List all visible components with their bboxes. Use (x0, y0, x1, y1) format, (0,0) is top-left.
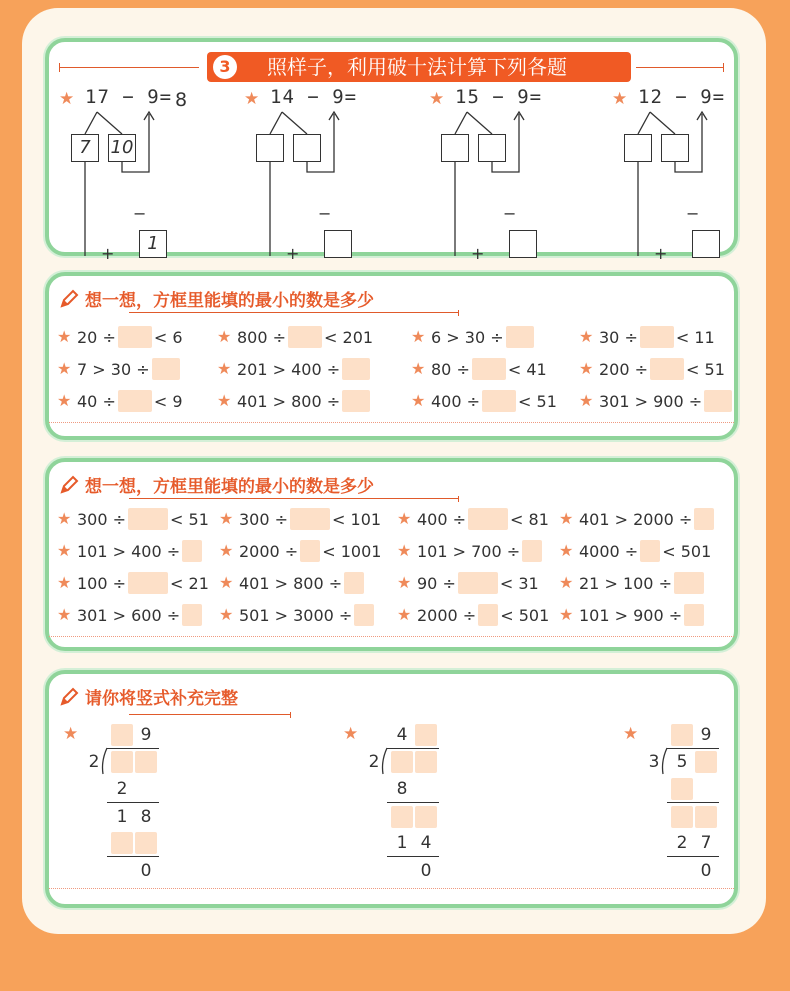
subtract-digit: 1 (396, 833, 408, 853)
star-icon: ★ (219, 508, 234, 528)
split-box-a[interactable] (624, 134, 652, 162)
pencil-icon (59, 687, 79, 707)
inequality-left: 800 ÷ (237, 327, 287, 347)
break-ten-problem (429, 86, 589, 263)
star-icon: ★ (219, 540, 234, 560)
section-title: 想一想，方框里能填的最小的数是多少 (85, 291, 374, 311)
star-icon: ★ (57, 358, 72, 378)
star-icon: ★ (63, 724, 79, 744)
inequality-item (411, 358, 547, 382)
long-division-problem (63, 724, 183, 894)
answer-box[interactable] (468, 508, 508, 530)
star-icon: ★ (217, 326, 232, 346)
quotient-digit: 9 (140, 725, 152, 745)
split-box-b[interactable] (293, 134, 321, 162)
inequality-right: < 11 (675, 327, 715, 347)
subtract-line (387, 802, 439, 803)
inequality-left: 201 > 400 ÷ (237, 359, 341, 379)
problem-expression: 14 − 9= (270, 86, 358, 108)
inequality-item (219, 508, 381, 532)
plus-sign: + (101, 244, 115, 263)
star-icon: ★ (57, 390, 72, 410)
result-box[interactable] (324, 230, 352, 258)
star-icon: ★ (397, 604, 412, 624)
dividend-digit[interactable] (391, 751, 413, 773)
inequality-left: 400 ÷ (431, 391, 481, 411)
subtract-digit[interactable] (135, 832, 157, 854)
remainder-digit[interactable] (391, 806, 413, 828)
subtract-digit[interactable] (671, 778, 693, 800)
star-icon: ★ (579, 358, 594, 378)
min-number-section-1 (45, 272, 738, 440)
section-title-banner (207, 52, 631, 82)
star-icon: ★ (623, 724, 639, 744)
header-underline (129, 312, 459, 313)
section-number: 3 (213, 55, 237, 79)
remainder-digit: 1 (116, 807, 128, 827)
answer-box[interactable] (458, 572, 498, 594)
star-icon: ★ (217, 390, 232, 410)
answer-box[interactable] (506, 326, 534, 348)
division-bar (107, 748, 159, 749)
division-bar (667, 748, 719, 749)
plus-sign: + (471, 244, 485, 263)
inequality-left: 400 ÷ (417, 509, 467, 529)
long-division-problem (623, 724, 743, 894)
inequality-right: < 81 (510, 509, 549, 529)
inequality-item (57, 508, 209, 532)
result-box[interactable]: 1 (139, 230, 167, 258)
inequality-item (579, 390, 734, 414)
answer-box[interactable] (478, 604, 498, 626)
answer-box[interactable] (640, 540, 660, 562)
minus-sign: − (686, 204, 700, 223)
inequality-left: 4000 ÷ (579, 541, 639, 561)
final-remainder: 0 (140, 861, 152, 881)
star-icon: ★ (343, 724, 359, 744)
inequality-right: < 201 (324, 327, 374, 347)
final-remainder: 0 (420, 861, 432, 881)
star-icon: ★ (59, 89, 75, 109)
inequality-right: < 51 (518, 391, 557, 411)
minus-sign: − (318, 204, 332, 223)
star-icon: ★ (57, 540, 72, 560)
inequality-item (217, 358, 372, 382)
remainder-digit[interactable] (415, 806, 437, 828)
inequality-right: < 51 (170, 509, 209, 529)
inequality-item (579, 326, 715, 350)
answer-box[interactable] (650, 358, 684, 380)
minus-sign: − (503, 204, 517, 223)
dividend-digit: 5 (676, 752, 688, 772)
split-box-b[interactable]: 10 (108, 134, 136, 162)
split-box-a[interactable] (256, 134, 284, 162)
quotient-digit[interactable] (671, 724, 693, 746)
answer-box[interactable] (118, 326, 152, 348)
dividend-digit[interactable] (695, 751, 717, 773)
inequality-left: 300 ÷ (77, 509, 127, 529)
inequality-item (397, 508, 549, 532)
inequality-left: 6 > 30 ÷ (431, 327, 504, 347)
divisor: 3 (648, 752, 660, 772)
result-box[interactable] (692, 230, 720, 258)
division-bar (387, 748, 439, 749)
inequality-left: 200 ÷ (599, 359, 649, 379)
answer-box[interactable] (640, 326, 674, 348)
inequality-right: < 501 (662, 541, 712, 561)
inequality-left: 300 ÷ (239, 509, 289, 529)
answer-box[interactable] (704, 390, 732, 412)
split-box-b[interactable] (478, 134, 506, 162)
inequality-right: < 9 (153, 391, 183, 411)
star-icon: ★ (57, 508, 72, 528)
inequality-item (559, 604, 706, 628)
subtract-line (667, 856, 719, 857)
inequality-right: < 31 (499, 573, 539, 593)
inequality-item (57, 358, 182, 382)
star-icon: ★ (57, 326, 72, 346)
answer-box[interactable] (182, 540, 202, 562)
star-icon: ★ (219, 572, 234, 592)
inequality-item (559, 572, 706, 596)
inequality-left: 21 > 100 ÷ (579, 573, 672, 593)
inequality-item (219, 540, 381, 564)
problem-expression: 17 − 9= (85, 86, 173, 108)
inequality-item (217, 326, 373, 350)
split-box-a[interactable]: 7 (71, 134, 99, 162)
dividend-digit[interactable] (111, 751, 133, 773)
star-icon: ★ (579, 390, 594, 410)
split-box-b[interactable] (661, 134, 689, 162)
star-icon: ★ (559, 572, 574, 592)
inequality-item (57, 604, 204, 628)
inequality-left: 401 > 2000 ÷ (579, 509, 693, 529)
inequality-left: 2000 ÷ (239, 541, 299, 561)
answer-box[interactable] (300, 540, 320, 562)
subtract-digit: 2 (676, 833, 688, 853)
section-header (59, 684, 238, 709)
inequality-item (559, 508, 716, 532)
break-ten-section (45, 38, 738, 263)
star-icon: ★ (57, 604, 72, 624)
inequality-right: < 6 (153, 327, 183, 347)
plus-sign: + (654, 244, 668, 263)
inequality-item (397, 572, 539, 596)
subtract-line (667, 802, 719, 803)
subtract-line (107, 802, 159, 803)
answer-box[interactable] (182, 604, 202, 626)
minus-sign: − (133, 204, 147, 223)
inequality-item (217, 390, 372, 414)
final-remainder: 0 (700, 861, 712, 881)
break-ten-problem (244, 86, 404, 263)
quotient-digit: 4 (396, 725, 408, 745)
inequality-left: 101 > 400 ÷ (77, 541, 181, 561)
star-icon: ★ (612, 89, 628, 109)
star-icon: ★ (244, 89, 260, 109)
star-icon: ★ (411, 358, 426, 378)
result-box[interactable] (509, 230, 537, 258)
problem-answer: 8 (175, 89, 188, 111)
quotient-digit[interactable] (415, 724, 437, 746)
inequality-right: < 41 (507, 359, 547, 379)
inequality-left: 90 ÷ (417, 573, 456, 593)
inequality-item (559, 540, 711, 564)
header-underline (129, 498, 459, 499)
inequality-left: 301 > 900 ÷ (599, 391, 703, 411)
quotient-digit: 9 (700, 725, 712, 745)
inequality-right: < 51 (686, 359, 725, 379)
inequality-item (411, 326, 536, 350)
inequality-right: < 101 (332, 509, 382, 529)
inequality-left: 2000 ÷ (417, 605, 477, 625)
inequality-item (219, 604, 376, 628)
dividend-digit[interactable] (135, 751, 157, 773)
answer-box[interactable] (684, 604, 704, 626)
header-rule-left (59, 67, 199, 68)
subtract-digit[interactable] (111, 832, 133, 854)
inequality-item (411, 390, 557, 414)
problem-expression: 12 − 9= (638, 86, 726, 108)
answer-box[interactable] (674, 572, 704, 594)
star-icon: ★ (217, 358, 232, 378)
inequality-item (579, 358, 725, 382)
star-icon: ★ (559, 540, 574, 560)
long-division-section (45, 670, 738, 908)
pencil-icon (59, 475, 79, 495)
inequality-left: 101 > 700 ÷ (417, 541, 521, 561)
star-icon: ★ (397, 572, 412, 592)
inequality-left: 101 > 900 ÷ (579, 605, 683, 625)
dotted-divider (49, 422, 734, 423)
answer-box[interactable] (472, 358, 506, 380)
inequality-right: < 21 (170, 573, 209, 593)
answer-box[interactable] (152, 358, 180, 380)
inequality-left: 7 > 30 ÷ (77, 359, 150, 379)
remainder-digit: 8 (140, 807, 152, 827)
inequality-left: 301 > 600 ÷ (77, 605, 181, 625)
section-title: 照样子，利用破十法计算下列各题 (267, 55, 567, 79)
answer-box[interactable] (354, 604, 374, 626)
inequality-item (57, 326, 183, 350)
break-ten-problem (59, 86, 219, 263)
section-title: 请你将竖式补充完整 (85, 689, 238, 709)
inequality-left: 401 > 800 ÷ (237, 391, 341, 411)
answer-box[interactable] (342, 358, 370, 380)
star-icon: ★ (397, 540, 412, 560)
answer-box[interactable] (288, 326, 322, 348)
answer-box[interactable] (522, 540, 542, 562)
answer-box[interactable] (128, 508, 168, 530)
header-underline (129, 714, 291, 715)
section-title: 想一想，方框里能填的最小的数是多少 (85, 477, 374, 497)
star-icon: ★ (559, 508, 574, 528)
inequality-left: 401 > 800 ÷ (239, 573, 343, 593)
dividend-digit[interactable] (415, 751, 437, 773)
subtract-line (107, 856, 159, 857)
inequality-left: 100 ÷ (77, 573, 127, 593)
inequality-left: 80 ÷ (431, 359, 470, 379)
inequality-left: 501 > 3000 ÷ (239, 605, 353, 625)
star-icon: ★ (429, 89, 445, 109)
answer-box[interactable] (694, 508, 714, 530)
pencil-icon (59, 289, 79, 309)
remainder-digit[interactable] (695, 806, 717, 828)
remainder-digit[interactable] (671, 806, 693, 828)
divisor: 2 (368, 752, 380, 772)
inequality-item (57, 390, 183, 414)
answer-box[interactable] (128, 572, 168, 594)
section-header (59, 472, 374, 497)
star-icon: ★ (411, 390, 426, 410)
quotient-digit[interactable] (111, 724, 133, 746)
answer-box[interactable] (290, 508, 330, 530)
subtract-digit: 4 (420, 833, 432, 853)
answer-box[interactable] (118, 390, 152, 412)
header-rule-right (636, 67, 724, 68)
inequality-right: < 501 (500, 605, 550, 625)
problem-expression: 15 − 9= (455, 86, 543, 108)
inequality-left: 40 ÷ (77, 391, 116, 411)
long-division-problem (343, 724, 463, 894)
inequality-left: 30 ÷ (599, 327, 638, 347)
answer-box[interactable] (342, 390, 370, 412)
inequality-left: 20 ÷ (77, 327, 116, 347)
min-number-section-2 (45, 458, 738, 651)
inequality-right: < 1001 (322, 541, 382, 561)
subtract-digit: 8 (396, 779, 408, 799)
inequality-item (57, 540, 204, 564)
dotted-divider (49, 888, 734, 889)
star-icon: ★ (411, 326, 426, 346)
star-icon: ★ (397, 508, 412, 528)
break-ten-problem (612, 86, 772, 263)
section-header (59, 286, 374, 311)
plus-sign: + (286, 244, 300, 263)
inequality-item (57, 572, 209, 596)
subtract-digit: 7 (700, 833, 712, 853)
divisor: 2 (88, 752, 100, 772)
subtract-digit: 2 (116, 779, 128, 799)
star-icon: ★ (57, 572, 72, 592)
inequality-item (397, 604, 549, 628)
split-box-a[interactable] (441, 134, 469, 162)
dotted-divider (49, 636, 734, 637)
answer-box[interactable] (344, 572, 364, 594)
answer-box[interactable] (482, 390, 516, 412)
star-icon: ★ (559, 604, 574, 624)
inequality-item (397, 540, 544, 564)
star-icon: ★ (579, 326, 594, 346)
star-icon: ★ (219, 604, 234, 624)
inequality-item (219, 572, 366, 596)
subtract-line (387, 856, 439, 857)
